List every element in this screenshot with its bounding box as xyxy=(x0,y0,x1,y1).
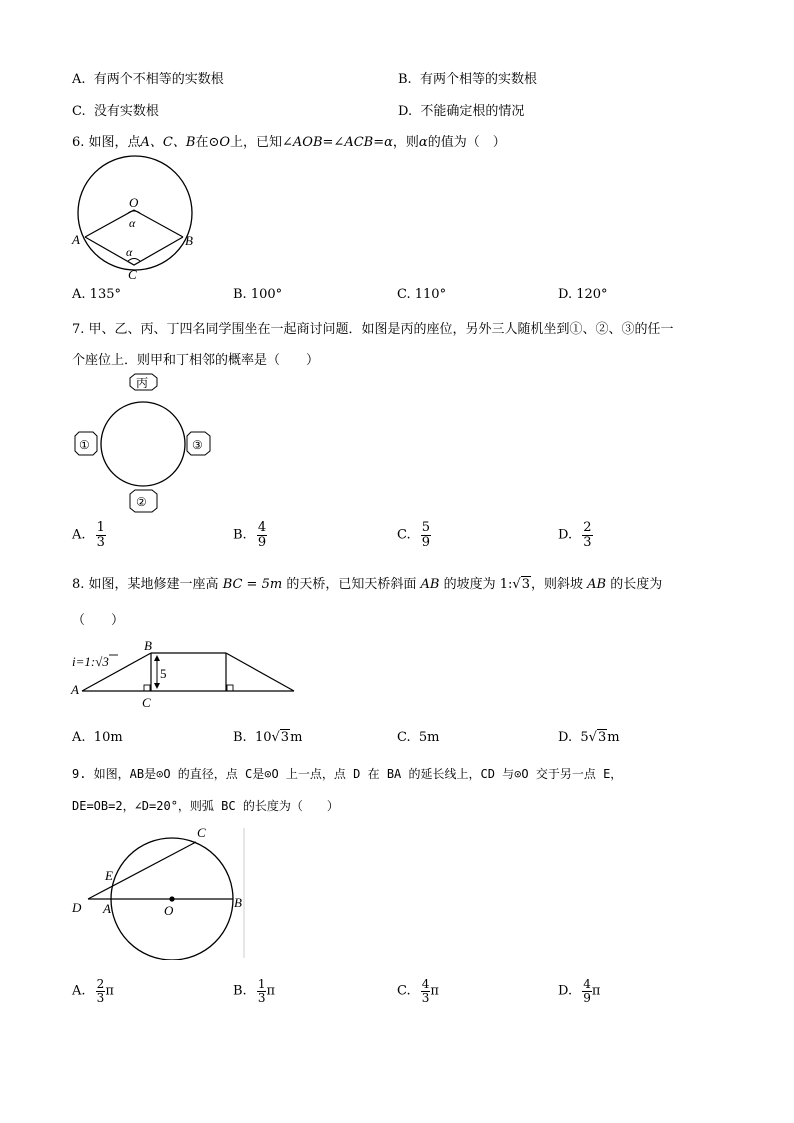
q6-label-a: A xyxy=(72,232,80,247)
q8-label-b: B xyxy=(144,638,152,653)
q8-label-a: A xyxy=(71,682,79,697)
q6-label-alpha-bottom: α xyxy=(126,245,133,259)
q9-option-a-fraction: $\frac{2}{3}$ xyxy=(96,977,105,1005)
q8-option-c[interactable]: C. 5m xyxy=(397,730,440,745)
q8-figure xyxy=(66,636,301,712)
q7-option-c[interactable]: C. $\frac{5}{9}$ xyxy=(397,520,431,550)
q8-option-d[interactable]: D. 5√3m xyxy=(558,730,620,745)
q9-option-a[interactable]: A. $\frac{2}{3}$ π xyxy=(72,977,114,1005)
q9-label-a: A xyxy=(103,901,111,916)
q8-option-b[interactable]: B. 10√3m xyxy=(233,730,303,745)
q9-label-c: C xyxy=(197,825,206,840)
q8-right-angle-c xyxy=(144,685,150,691)
q7-stem-line1: 7. 甲、乙、丙、丁四名同学围坐在一起商讨问题．如图是丙的座位，另外三人随机坐到①、②、③的任一 xyxy=(72,322,674,337)
q6-label-alpha-top: α xyxy=(129,216,136,230)
q5-option-d[interactable]: D. 不能确定根的情况 xyxy=(398,104,525,119)
q9-option-d[interactable]: D. $\frac{4}{9}$ π xyxy=(558,977,601,1005)
q6-option-b[interactable]: B. 100° xyxy=(233,287,283,302)
q9-stem-line1: 9. 如图，AB是⊙O 的直径，点 C是⊙O 上一点，点 D 在 BA 的延长线上，CD 与⊙O 交于另一点 E， xyxy=(72,767,623,781)
q8-slope-right xyxy=(226,653,294,691)
q6-label-b: B xyxy=(185,233,193,248)
q9-figure xyxy=(66,820,256,960)
q6-option-a[interactable]: A. 135° xyxy=(72,287,121,302)
q6-option-c[interactable]: C. 110° xyxy=(397,287,447,302)
q7-seat-left-label: ① xyxy=(79,438,90,452)
q5-option-b[interactable]: B. 有两个相等的实数根 xyxy=(398,72,537,87)
q7-stem-line2: 个座位上．则甲和丁相邻的概率是（ ） xyxy=(72,353,320,368)
q7-option-b-fraction: $\frac{4}{9}$ xyxy=(257,520,267,550)
q9-center-dot xyxy=(169,896,174,901)
q9-label-d: D xyxy=(72,900,82,915)
q8-arrow-down xyxy=(154,683,160,689)
q6-angle-acb xyxy=(85,237,183,265)
q8-stem-line1: 8. 如图，某地修建一座高 BC = 5m 的天桥，已知天桥斜面 AB 的坡度为 1:√3，则斜坡 AB 的长度为 xyxy=(72,577,663,592)
q7-option-c-fraction: $\frac{5}{9}$ xyxy=(421,520,431,550)
q6-option-d[interactable]: D. 120° xyxy=(558,287,608,302)
q6-label-o: O xyxy=(129,195,139,210)
q9-option-b-fraction: $\frac{1}{3}$ xyxy=(257,977,266,1005)
q7-seat-right-label: ③ xyxy=(192,438,203,452)
q6-stem: 6. 如图，点A、C、B在⊙O上，已知∠AOB=∠ACB=α，则α的值为（ ） xyxy=(72,135,506,150)
q6-circle xyxy=(78,156,192,270)
q9-label-b: B xyxy=(234,895,242,910)
q7-option-d-fraction: $\frac{2}{3}$ xyxy=(583,520,592,550)
q9-option-b[interactable]: B. $\frac{1}{3}$ π xyxy=(233,977,276,1005)
q9-option-d-fraction: $\frac{4}{9}$ xyxy=(583,977,591,1005)
q8-sqrt: √3 xyxy=(512,577,530,592)
q5-option-c[interactable]: C. 没有实数根 xyxy=(72,104,159,119)
q9-option-c[interactable]: C. $\frac{4}{3}$ π xyxy=(397,977,439,1005)
q6-label-c: C xyxy=(128,267,137,282)
q7-seat-top-label: 丙 xyxy=(136,376,149,390)
q8-option-d-sqrt: √3 xyxy=(588,730,607,745)
q9-option-c-fraction: $\frac{4}{3}$ xyxy=(421,977,430,1005)
q7-option-b[interactable]: B. $\frac{4}{9}$ xyxy=(233,520,267,550)
q7-seat-bottom-label: ② xyxy=(136,495,147,509)
q8-height-label: 5 xyxy=(160,666,167,681)
q8-arrow-up xyxy=(154,655,160,661)
q8-right-angle-right xyxy=(227,685,233,691)
q7-figure xyxy=(66,372,221,520)
q8-option-a[interactable]: A. 10m xyxy=(72,730,123,745)
q8-option-b-sqrt: √3 xyxy=(271,730,290,745)
q7-option-d[interactable]: D. $\frac{2}{3}$ xyxy=(558,520,592,550)
q7-table-circle xyxy=(101,402,185,486)
q9-label-o: O xyxy=(164,903,174,918)
q8-slope-label: i=1:√3 xyxy=(72,654,109,669)
q6-figure xyxy=(66,155,216,283)
q5-option-a[interactable]: A. 有两个不相等的实数根 xyxy=(72,72,224,87)
q8-label-c: C xyxy=(142,695,151,710)
q7-option-a-fraction: $\frac{1}{3}$ xyxy=(96,520,105,550)
q7-option-a[interactable]: A. $\frac{1}{3}$ xyxy=(72,520,105,550)
q9-label-e: E xyxy=(105,868,113,883)
q9-stem-line2: DE=OB=2，∠D=20°，则弧 BC 的长度为（ ） xyxy=(72,799,339,813)
q8-stem-line2: （ ） xyxy=(72,613,125,628)
